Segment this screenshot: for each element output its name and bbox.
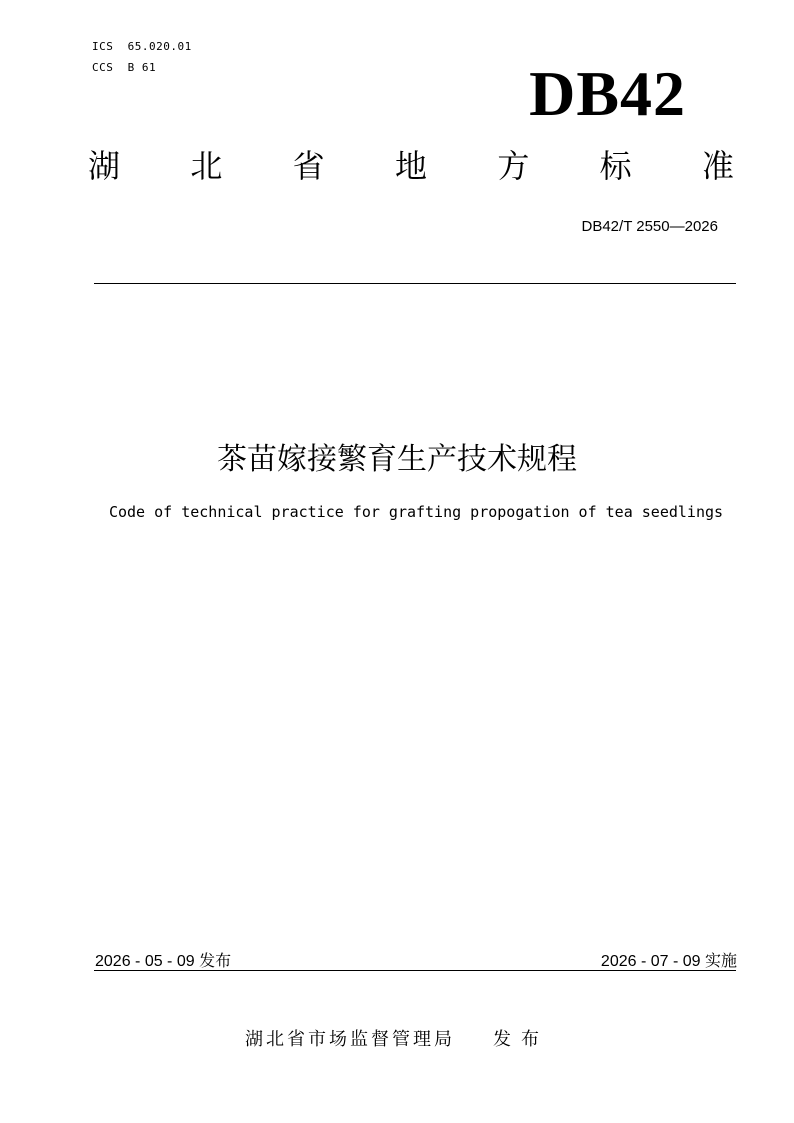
implementation-date: 2026 - 07 - 09 实施 [600,953,737,970]
header-divider [94,283,736,284]
issue-label: 发布 [493,1029,549,1050]
standard-number: DB42/T 2550—2026 [581,218,718,235]
issue-date: 2026 - 05 - 09 发布 [95,953,232,970]
category-char: 准 [701,147,734,185]
standard-category [88,147,734,185]
title-chinese: 茶苗嫁接繁育生产技术规程 [217,442,577,477]
category-char: 省 [292,147,325,185]
category-char: 湖 [88,147,121,185]
category-char: 地 [394,147,427,185]
ics-code: ICS 65.020.01 [92,40,192,53]
category-char: 标 [599,147,632,185]
footer-divider [94,970,736,971]
category-char: 北 [190,147,223,185]
ccs-code: CCS B 61 [92,61,157,74]
issuer-name: 湖北省市场监督管理局 [245,1029,455,1050]
category-char: 方 [497,147,530,185]
standard-mark: DB42 [529,58,686,129]
issuer-block [0,1025,794,1051]
title-english: Code of technical practice for grafting propogation of tea seedlings [108,503,724,521]
